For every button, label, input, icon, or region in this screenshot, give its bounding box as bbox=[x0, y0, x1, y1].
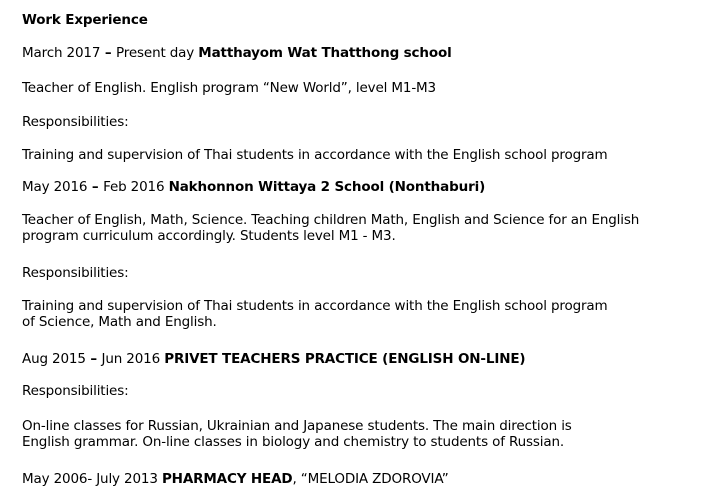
responsibilities-label: Responsibilities: bbox=[22, 114, 129, 130]
employer-name: PHARMACY HEAD bbox=[161, 471, 293, 487]
section-heading: Work Experience bbox=[22, 12, 148, 28]
job-role bbox=[22, 212, 639, 244]
job-dates-start: March 2017 bbox=[22, 45, 101, 61]
job-dates: May 2006- July 2013 bbox=[22, 471, 162, 487]
job-dates-start: Aug 2015 bbox=[22, 351, 86, 367]
responsibilities-text: Training and supervision of Thai students in accordance with the English school program bbox=[22, 147, 608, 163]
responsibilities-label: Responsibilities: bbox=[22, 383, 129, 399]
responsibilities-text bbox=[22, 418, 572, 450]
job-dates-end: Jun 2016 bbox=[101, 351, 165, 367]
date-dash: – bbox=[100, 45, 117, 61]
responsibilities-line: English grammar. On-line classes in biology and chemistry to students of Russian. bbox=[22, 434, 565, 450]
job-dates-start: May 2016 bbox=[22, 179, 88, 195]
job-role: Teacher of English. English program “New World”, level M1-M3 bbox=[22, 80, 436, 96]
job-dates-end: Feb 2016 bbox=[103, 179, 169, 195]
responsibilities-text bbox=[22, 298, 608, 330]
employer-name: Nakhonnon Wittaya 2 School (Nonthaburi) bbox=[168, 179, 486, 195]
job-dates-end: Present day bbox=[116, 45, 199, 61]
job-title-line bbox=[22, 471, 449, 487]
date-dash: – bbox=[87, 179, 104, 195]
responsibilities-line: Training and supervision of Thai students in accordance with the English school program bbox=[22, 298, 608, 314]
employer-name: PRIVET TEACHERS PRACTICE (ENGLISH ON-LINE) bbox=[164, 351, 526, 367]
job-title-line bbox=[22, 351, 525, 367]
job-role-line: Teacher of English, Math, Science. Teaching children Math, English and Science for an English bbox=[22, 212, 640, 228]
job-title-line bbox=[22, 179, 485, 195]
job-role-line: program curriculum accordingly. Students level M1 - M3. bbox=[22, 228, 396, 244]
responsibilities-line: On-line classes for Russian, Ukrainian and Japanese students. The main direction is bbox=[22, 418, 572, 434]
job-title-line bbox=[22, 45, 452, 61]
employer-name: Matthayom Wat Thatthong school bbox=[198, 45, 452, 61]
responsibilities-label: Responsibilities: bbox=[22, 265, 129, 281]
responsibilities-line: of Science, Math and English. bbox=[22, 314, 217, 330]
date-dash: – bbox=[85, 351, 102, 367]
employer-suffix: , “MELODIA ZDOROVIA” bbox=[292, 471, 449, 487]
